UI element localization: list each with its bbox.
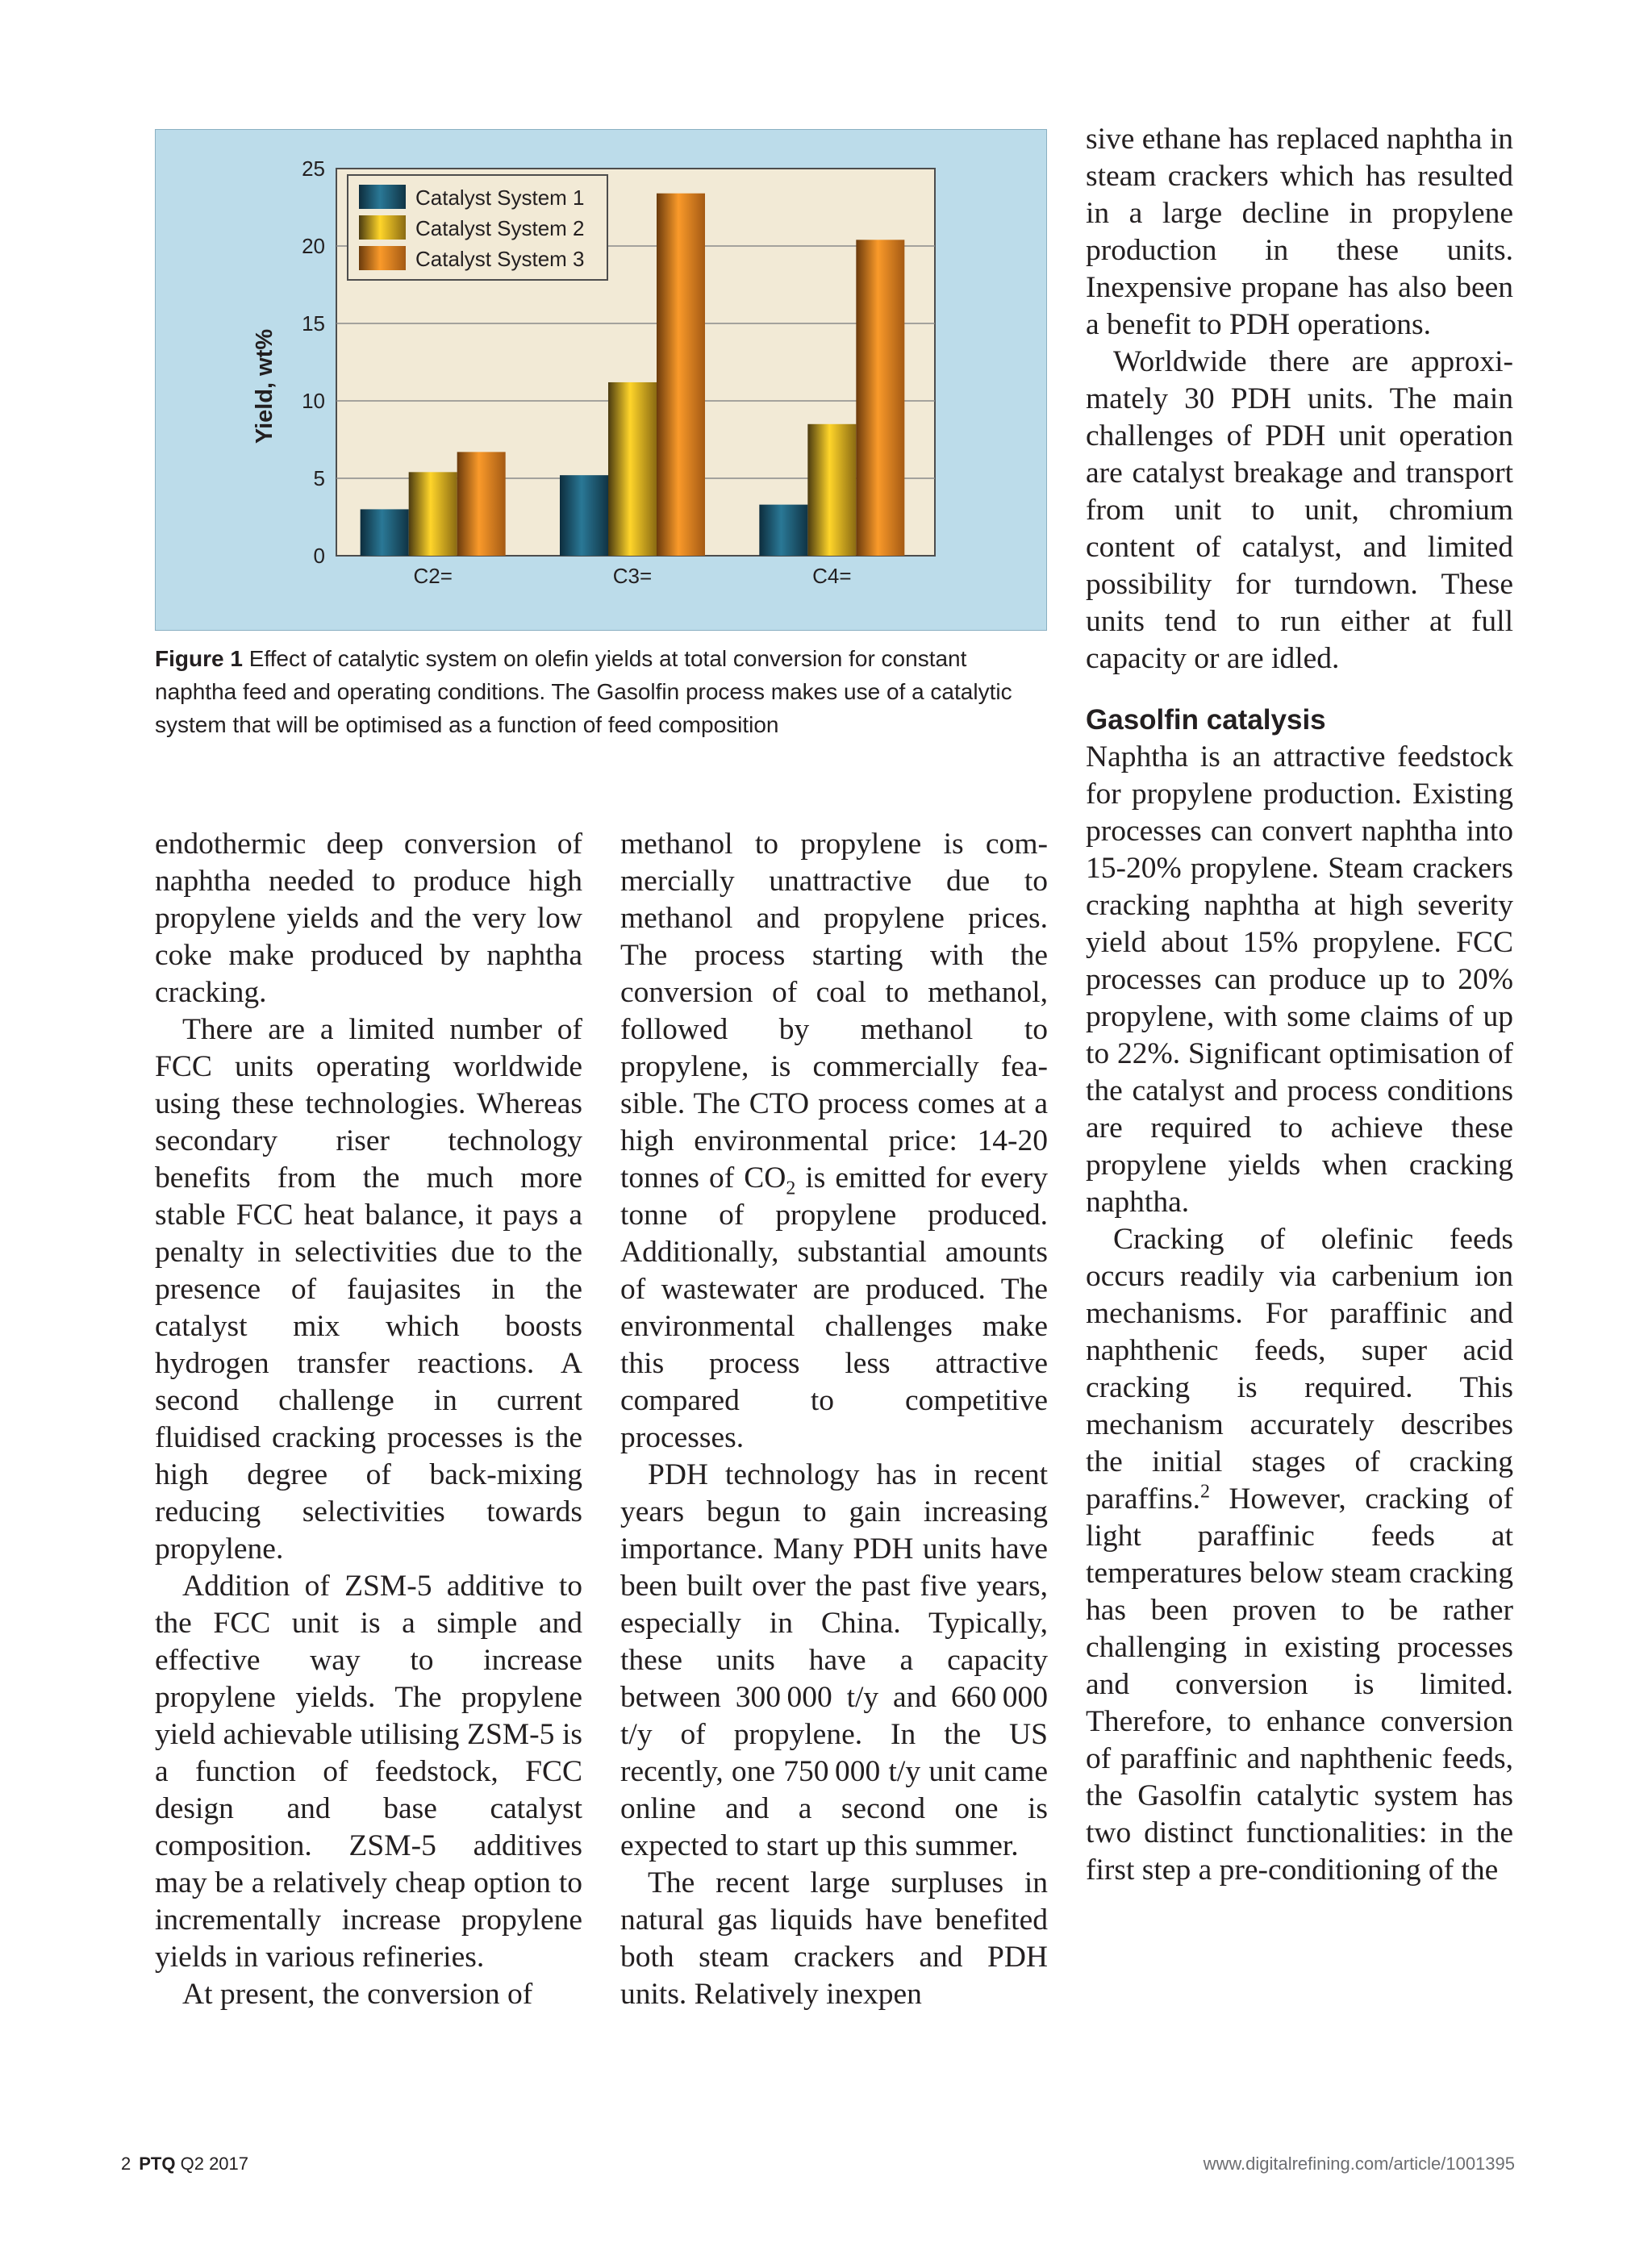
legend-swatch bbox=[359, 246, 406, 270]
text-column-2 bbox=[620, 826, 1048, 2013]
y-tick-label: 20 bbox=[302, 234, 325, 258]
section-heading: Gasolfin catalysis bbox=[1086, 704, 1326, 736]
col3-paragraph-2: Worldwide there are approximately 30 PDH units. The main challenges of PDH unit operation are catalyst breakage and transport from unit to unit, chromium content of catalyst, and limited possibility for turndown. These units tend to run either at full capacity or are idled. bbox=[1086, 345, 1513, 675]
col2-paragraph-1 bbox=[620, 826, 1048, 1457]
bar bbox=[560, 475, 608, 556]
y-tick-label: 10 bbox=[302, 389, 325, 413]
col3-paragraph-4 bbox=[1086, 1221, 1513, 1889]
x-tick-label: C2= bbox=[413, 564, 453, 588]
col1-paragraph-3: Addition of ZSM-5 additive to the FCC unit is a simple and effective way to increase propylene yields. The propylene yield achievable utilising ZSM-5 is a function of feedstock, FCC design and base catalyst composition. ZSM-5 additives may be a relatively cheap option to incrementally increase propylene yields in various refineries. bbox=[155, 1570, 582, 1974]
legend-swatch bbox=[359, 215, 406, 240]
legend-label: Catalyst System 1 bbox=[415, 186, 585, 210]
y-tick-label: 15 bbox=[302, 311, 325, 336]
bar bbox=[409, 472, 457, 556]
page-number: 2 bbox=[121, 2154, 131, 2174]
bar bbox=[807, 424, 856, 556]
bar bbox=[856, 240, 904, 556]
figure-caption bbox=[155, 642, 1050, 741]
col2-paragraph-2: PDH technology has in recent years begun to gain increasing importance. Many PDH units have been built over the past five years, especially in China. Typically, these units have a capacity between 300 000 t/y and 660 000 t/y of propylene. In the US recently, one 750 000 t/y unit came online and a second one is expected to start up this summer. bbox=[620, 1458, 1048, 1862]
figure-caption-text: Effect of catalytic system on olefin yields at total conversion for constant naphtha feed and operating conditions. The Gasolfin process makes use of a catalytic system that will be optimised as a function of feed composition bbox=[155, 646, 1012, 737]
x-tick-label: C4= bbox=[812, 564, 852, 588]
col2-p1-text-b: is emitted for every tonne of propylene produced. Additionally, substantial amounts of wastewater are produced. The environmental challenges make this process less attractive compared to competitive processes. bbox=[620, 1161, 1048, 1454]
legend-swatch bbox=[359, 185, 406, 209]
chart-svg bbox=[156, 130, 1048, 632]
figure-1-chart bbox=[155, 129, 1047, 631]
bar bbox=[457, 452, 506, 556]
footer-left bbox=[121, 2154, 248, 2175]
x-tick-label: C3= bbox=[612, 564, 653, 588]
col3-paragraph-3: Naphtha is an attractive feedstock for propylene production. Existing processes can convert naphtha into 15-20% propylene. Steam crackers cracking naphtha at high severity yield about 15% propylene. FCC processes can produce up to 20% propylene, with some claims of up to 22%. Significant optimisation of the catalyst and process conditions are required to achieve these propylene yields when cracking naphtha. bbox=[1086, 740, 1513, 1219]
col2-p1-text-a: methanol to propylene is commercially unattractive due to methanol and propylene prices. The process starting with the conversion of coal to methanol, followed by methanol to propylene, is commercially feasible. The CTO process comes at a high environmental price: 14-20 tonnes of CO bbox=[620, 828, 1048, 1195]
bar bbox=[361, 509, 409, 556]
bar bbox=[759, 505, 807, 556]
col3-paragraph-1: sive ethane has replaced naphtha in steam crackers which has resulted in a large decline in propylene production in these units. Inexpensive propane has also been a benefit to PDH operations. bbox=[1086, 123, 1513, 341]
y-tick-label: 0 bbox=[313, 544, 325, 568]
journal-name: PTQ bbox=[139, 2154, 176, 2174]
text-column-3 bbox=[1086, 121, 1513, 1889]
col3-p4-text-b: However, cracking of light paraffinic feeds at temperatures below steam cracking has been proven to be rather challenging in existing processes and conversion is limited. Therefore, to enhance conversion of paraffinic and naphthenic feeds, the Gasolfin catalytic system has two distinct functionalities: in the first step a pre-conditioning of the bbox=[1086, 1482, 1513, 1887]
bar bbox=[608, 382, 657, 556]
legend-label: Catalyst System 3 bbox=[415, 247, 585, 271]
issue-label: Q2 2017 bbox=[180, 2154, 249, 2174]
y-tick-label: 5 bbox=[313, 466, 325, 490]
y-tick-label: 25 bbox=[302, 156, 325, 181]
reference-superscript: 2 bbox=[1199, 1481, 1210, 1503]
col1-paragraph-2: There are a limited number of FCC units operating worldwide using these technologies. Whereas secondary riser technology benefits from the much more stable FCC heat balance, it pays a penalty in selectivities due to the presence of faujasites in the catalyst mix which boosts hydrogen transfer reactions. A second challenge in current fluidised cracking processes is the high degree of back-mixing reducing selectivities towards propylene. bbox=[155, 1013, 582, 1566]
co2-subscript: 2 bbox=[786, 1178, 796, 1199]
footer-url: www.digitalrefining.com/article/1001395 bbox=[1203, 2154, 1515, 2174]
bar bbox=[657, 194, 705, 556]
col1-paragraph-4: At present, the conversion of bbox=[182, 1978, 533, 2011]
y-axis-label: Yield, wt% bbox=[252, 328, 277, 444]
figure-label: Figure 1 bbox=[155, 646, 243, 671]
col3-p4-text-a: Cracking of olefinic feeds occurs readily via carbenium ion mechanisms. For paraffinic and naphthenic feeds, super acid cracking is required. This mechanism accurately describes the initial stages of cracking paraffins. bbox=[1086, 1223, 1513, 1516]
legend-label: Catalyst System 2 bbox=[415, 216, 585, 240]
col1-paragraph-1: endothermic deep conversion of naphtha needed to produce high propylene yields and the very low coke make produced by naphtha cracking. bbox=[155, 828, 582, 1009]
col2-paragraph-3: The recent large surpluses in natural gas liquids have benefited both steam crackers and PDH units. Relatively inexpen bbox=[620, 1866, 1048, 2011]
text-column-1 bbox=[155, 826, 582, 2013]
